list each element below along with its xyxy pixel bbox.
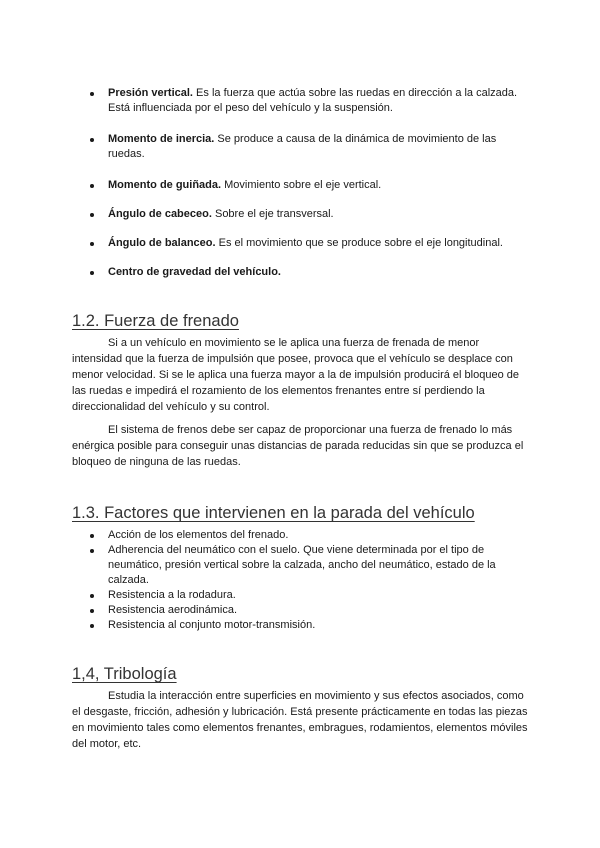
bullet-icon — [90, 609, 94, 613]
section-heading-tribologia: 1,4, Tribología — [72, 665, 177, 683]
description: Sobre el eje transversal. — [211, 208, 334, 220]
paragraph: Estudia la interacción entre superficies en movimiento y sus efectos asociados, como el desgaste, fricción, adhesión y lubricación. Está presente prácticamente en todas las piezas en movimiento tales como elementos frenantes, embragues, rodamientos, elementos móviles del motor, etc. — [72, 690, 528, 750]
bullet-icon — [90, 213, 94, 217]
paragraph: Si a un vehículo en movimiento se le aplica una fuerza de frenada de menor intensidad que la fuerza de impulsión que posee, provoca que el vehículo se desplace con menor velocidad. Si se le aplica una fuerza mayor a la de impulsión producirá el bloqueo de las ruedas e impedirá el rozamiento de los elementos frenantes entre sí perdiendo la direccionalidad del vehículo y su control. — [72, 337, 519, 413]
section-heading-factores: 1.3. Factores que intervienen en la parada del vehículo — [72, 504, 475, 522]
term: Ángulo de balanceo. — [108, 237, 216, 249]
item-text: Adherencia del neumático con el suelo. Que viene determinada por el tipo de neumático, presión vertical sobre la calzada, ancho del neumático, estado de la calzada. — [108, 544, 496, 586]
list-item — [72, 543, 532, 588]
item-text: Resistencia al conjunto motor-transmisión. — [108, 619, 316, 631]
list-item — [72, 86, 532, 116]
forces-list — [72, 86, 532, 294]
list-item — [72, 132, 532, 162]
bullet-icon — [90, 184, 94, 188]
list-item — [72, 588, 532, 603]
list-item — [72, 207, 532, 222]
item-text: Resistencia aerodinámica. — [108, 604, 238, 616]
bullet-icon — [90, 138, 94, 142]
description: Movimiento sobre el eje vertical. — [221, 179, 382, 191]
paragraph: El sistema de frenos debe ser capaz de proporcionar una fuerza de frenado lo más enérgica posible para conseguir unas distancias de parada reducidas sin que se produzca el bloqueo de ninguna de las ruedas. — [72, 424, 524, 468]
item-text: Resistencia a la rodadura. — [108, 589, 236, 601]
description: Es la fuerza que actúa sobre las ruedas en dirección a la calzada. Está influenciada por el peso del vehículo y la suspensión. — [108, 87, 518, 114]
list-item — [72, 528, 532, 543]
term: Presión vertical. — [108, 87, 193, 99]
list-item — [72, 618, 532, 633]
bullet-icon — [90, 271, 94, 275]
term: Momento de inercia. — [108, 133, 215, 145]
bullet-icon — [90, 594, 94, 598]
term: Centro de gravedad del vehículo. — [108, 266, 281, 278]
term: Ángulo de cabeceo. — [108, 208, 212, 220]
description: Es el movimiento que se produce sobre el eje longitudinal. — [215, 237, 503, 249]
list-item — [72, 603, 532, 618]
bullet-icon — [90, 549, 94, 553]
factors-list — [72, 528, 532, 633]
section-heading-fuerza-de-frenado: 1.2. Fuerza de frenado — [72, 312, 239, 330]
list-item — [72, 265, 532, 280]
bullet-icon — [90, 242, 94, 246]
term: Momento de guiñada. — [108, 179, 222, 191]
bullet-icon — [90, 92, 94, 96]
list-item — [72, 236, 532, 251]
description: Se produce a causa de la dinámica de movimiento de las ruedas. — [108, 133, 497, 160]
list-item — [72, 178, 532, 193]
item-text: Acción de los elementos del frenado. — [108, 529, 289, 541]
bullet-icon — [90, 534, 94, 538]
bullet-icon — [90, 624, 94, 628]
